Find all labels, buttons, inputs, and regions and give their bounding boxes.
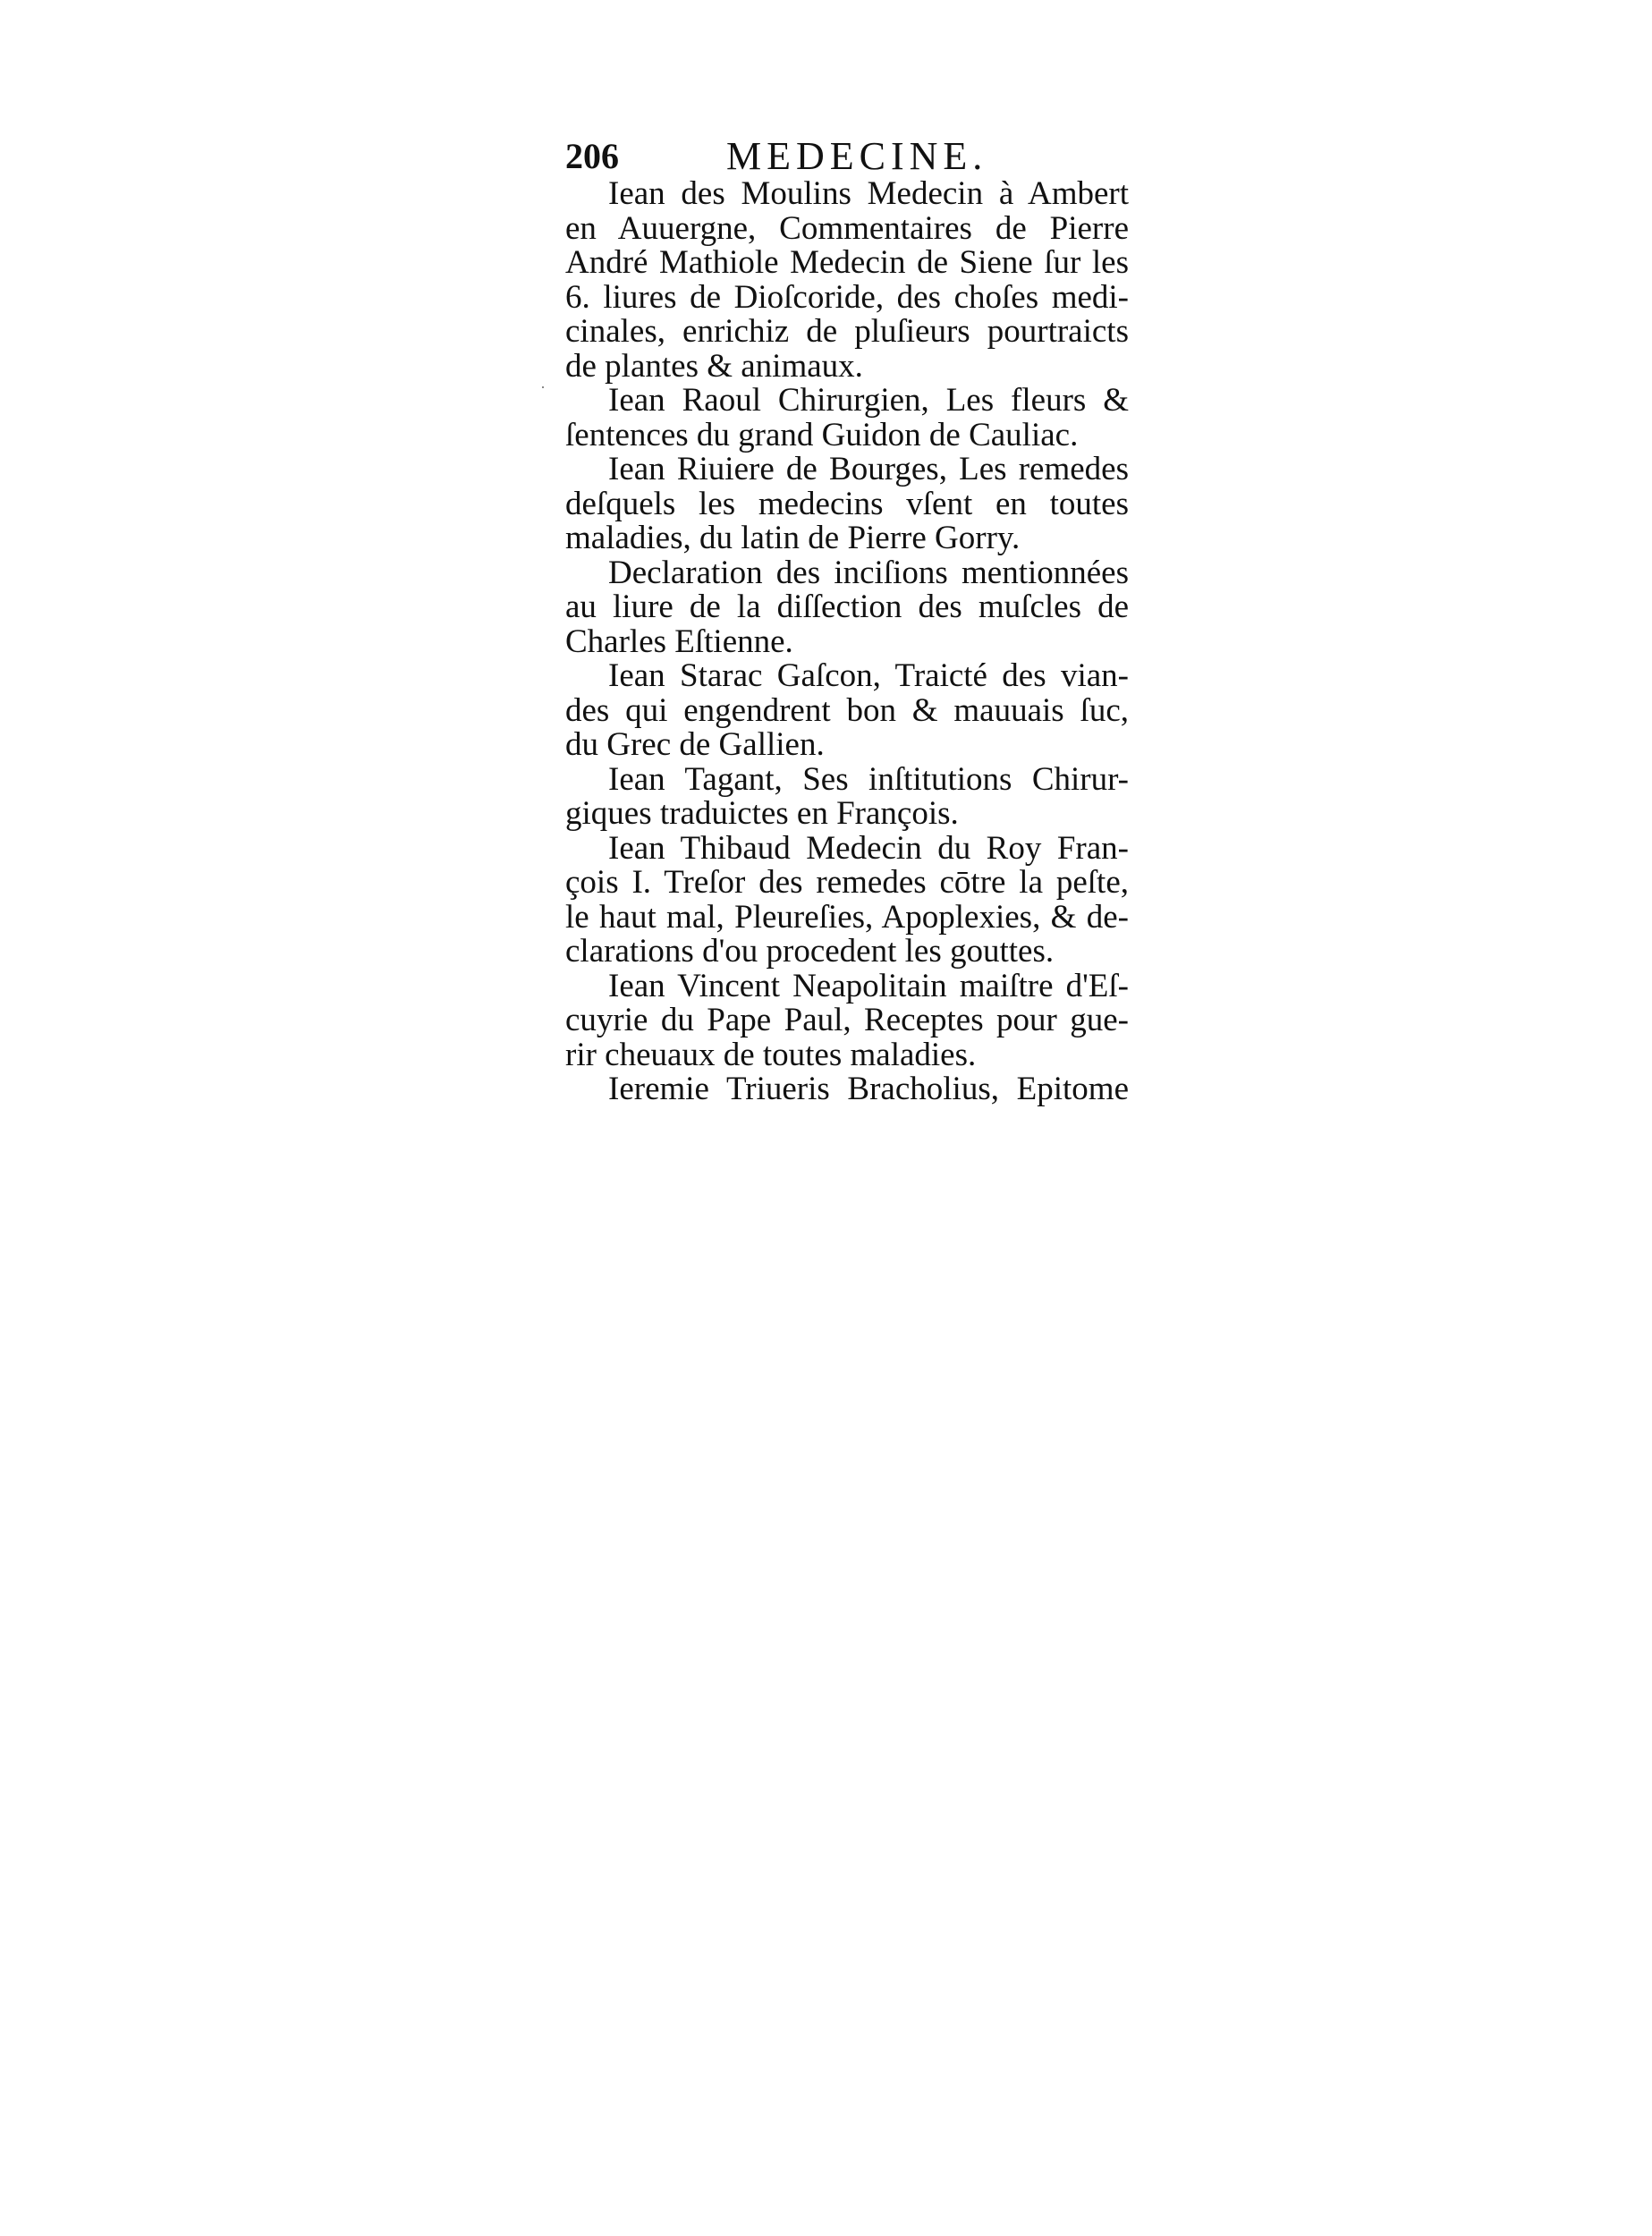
text-block [565, 177, 1129, 1107]
text-line: de plantes & animaux. [565, 347, 863, 385]
page-number: 206 [565, 136, 619, 176]
text-line: Charles Eſtienne. [565, 623, 793, 660]
text-line: Declaration des inciſions mentionnées [608, 554, 1129, 591]
text-line: ſentences du grand Guidon de Cauliac. [565, 416, 1079, 453]
text-line: du Grec de Gallien. [565, 726, 825, 763]
text-line: Iean Vincent Neapolitain maiſtre d'Eſ- [608, 967, 1129, 1004]
text-line: Iean Thibaud Medecin du Roy Fran- [608, 829, 1129, 867]
text-line: en Auuergne, Commentaires de Pierre [565, 209, 1129, 247]
text-line: au liure de la diſſection des muſcles de [565, 589, 1129, 625]
text-line: Ieremie Triueris Bracholius, Epitome [608, 1071, 1129, 1107]
text-line: deſquels les medecins vſent en toutes [565, 485, 1129, 522]
text-line: cuyrie du Pape Paul, Receptes pour gue- [565, 1002, 1129, 1038]
text-line: 6. liures de Dioſcoride, des choſes medi- [565, 278, 1129, 316]
text-line: giques traduictes en François. [565, 795, 959, 832]
text-line: Iean Raoul Chirurgien, Les fleurs & [608, 382, 1129, 419]
text-line: Iean Starac Gaſcon, Traicté des vian- [608, 657, 1129, 694]
page-header [565, 134, 1129, 179]
ink-speck [542, 386, 544, 388]
running-head: MEDECINE. [726, 134, 988, 178]
text-line: rir cheuaux de toutes maladies. [565, 1036, 977, 1073]
text-line: Iean Riuiere de Bourges, Les remedes [608, 451, 1129, 487]
text-line: André Mathiole Medecin de Siene ſur les [565, 244, 1129, 281]
text-line: çois I. Treſor des remedes cōtre la peſte, [565, 864, 1129, 901]
text-line: clarations d'ou procedent les gouttes. [565, 933, 1055, 970]
text-line: Iean des Moulins Medecin à Ambert [608, 175, 1129, 212]
text-line: maladies, du latin de Pierre Gorry. [565, 520, 1021, 556]
text-line: Iean Tagant, Ses inſtitutions Chirur- [608, 760, 1129, 798]
text-line: cinales, enrichiz de pluſieurs pourtraicts [565, 313, 1129, 350]
text-line: des qui engendrent bon & mauuais ſuc, [565, 691, 1129, 729]
text-line: le haut mal, Pleureſies, Apoplexies, & de- [565, 898, 1129, 936]
